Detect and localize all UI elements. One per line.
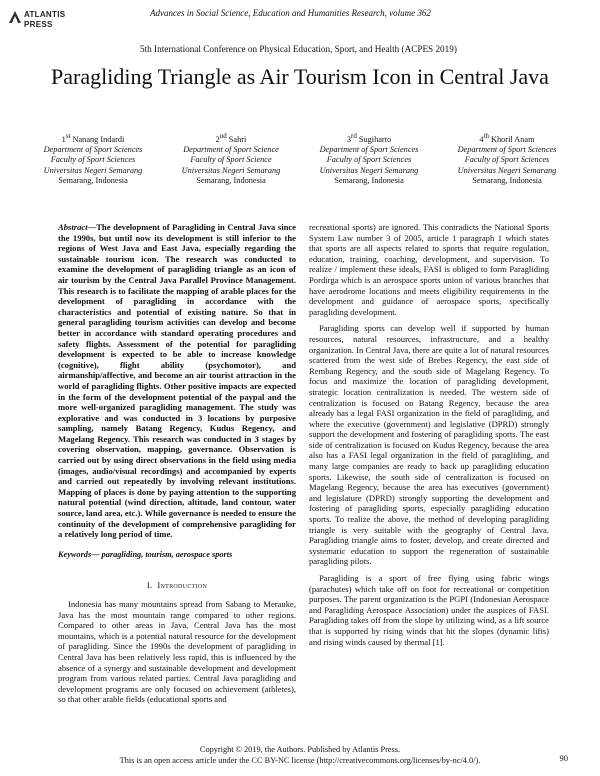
right-column bbox=[309, 222, 549, 653]
paragraph: Indonesia has many mountains spread from Sabang to Merauke, Java has the most mountain range compared to other regions. Compared to other areas in Java, Central Java has the most mountains, which is a potential natural resource for the development of paragliding. Since the 1990s the development of paragliding in Central Java has been relatively less rapid, this is influenced by the absence of a synergy and sustainable development and development program from various related parties. Central Java paragliding and development programs are only focused on achievement (athletes), so that other arable fields (educational sports and bbox=[58, 599, 296, 705]
paper-title: Paragliding Triangle as Air Tourism Icon in Central Java bbox=[51, 64, 549, 89]
paragraph: Paragliding is a sport of free flying using fabric wings (parachutes) which take off on foot for recreational or competition purposes. The parent organization is the PGPI (Indonesian Aerospace and Paragliding Aerospace Association) under the auspices of FASI. Paragliding takes off from the slope by utilizing wind, as a lift source that is supported by rising winds that hit the slopes (dynamic lifts) and rising winds caused by thermal [1]. bbox=[309, 573, 549, 647]
left-column bbox=[58, 222, 296, 711]
author-faculty: Faculty of Sport Sciences bbox=[50, 155, 136, 165]
series-header: Advances in Social Science, Education and Humanities Research, volume 362 bbox=[150, 8, 431, 18]
copyright-line: Copyright © 2019, the Authors. Published by Atlantis Press. bbox=[199, 745, 401, 754]
author-1 bbox=[28, 132, 158, 186]
author-department: Department of Sport Sciences bbox=[319, 145, 419, 155]
abstract-lead: Abstract bbox=[58, 222, 88, 232]
copyright-footer bbox=[20, 745, 580, 766]
author-city: Semarang, Indonesia bbox=[334, 175, 404, 185]
author-university: Universitas Negeri Semarang bbox=[181, 165, 281, 175]
author-university: Universitas Negeri Semarang bbox=[457, 165, 557, 175]
author-2 bbox=[166, 132, 296, 186]
abstract-text: —The development of Paragliding in Central Java since the 1990s, but until now its development is still inferior to the regions of West Java and East Java, especially regarding the sustainable tourism icon. The research was conducted to examine the development of paragliding triangle as an icon of air tourism by the Central Java Parallel Province Management. This research is to facilitate the mapping of arable places for the development of paragliding in accordance with the characteristics and potential of existing nature. So that in general paragliding tourism activities can develop and become better in accordance with standard operating procedures and safety flights. Assessment of the potential for paragliding development is expected to be able to increase knowledge (cognitive), flight ability (psychomotor), and airmanship/affective, and become an air tourist attraction in the world of paragliding flights. Other positive impacts are expected in the form of the development potential of the paypal and the more well-organized paragliding management. The study was explorative and was conducted in 3 locations by purposive sampling, namely Batang Regency, Kudus Regency, and Magelang Regency. This research was conducted in 3 stages by covering observation, mapping, governance. Observation is carried out by using direct observations in the field using media (images, audio/visual recordings) and accompanied by experts and carried out repeatedly by involving relevant institutions. Mapping of places is done by paying attention to the supporting natural potential (wind direction, altitude, land contour, water source, land area, etc.). While governance is needed to ensure the continuity of the development of comprehensive paragliding for a relatively long period of time. bbox=[58, 222, 296, 540]
paragraph-continued: recreational sports) are ignored. This contradicts the National Sports System Law number 3 of 2005, article 1 paragraph 1 which states that sports are all aspects related to sports that require regulation, education, training, coaching, development, and supervision. To realize / implement these ideals, FASI is obliged to form Paragliding Pordirga which is an aerospace sports union of various branches that have aerodrome locations and meets eligibility requirements in the development and guidance of aerospace sports, specifically paragliding development. bbox=[309, 222, 549, 317]
logo-text bbox=[24, 10, 65, 30]
section-heading-introduction bbox=[58, 580, 296, 591]
author-3 bbox=[304, 132, 434, 186]
author-faculty: Faculty of Sport Sciences bbox=[326, 155, 412, 165]
author-city: Semarang, Indonesia bbox=[58, 175, 128, 185]
author-block bbox=[28, 132, 572, 186]
author-department: Department of Sport Science bbox=[183, 145, 279, 155]
author-name: 3rd Sugiharto bbox=[346, 133, 392, 144]
section-title: Introduction bbox=[157, 580, 208, 591]
author-name: 2nd Sahri bbox=[215, 133, 247, 144]
author-university: Universitas Negeri Semarang bbox=[43, 165, 143, 175]
publisher-logo bbox=[8, 8, 68, 38]
author-university: Universitas Negeri Semarang bbox=[319, 165, 419, 175]
author-faculty: Faculty of Sport Sciences bbox=[464, 155, 550, 165]
author-faculty: Faculty of Sport Science bbox=[190, 155, 272, 165]
author-city: Semarang, Indonesia bbox=[196, 175, 266, 185]
abstract bbox=[58, 222, 296, 540]
atlantis-press-logo-icon bbox=[8, 10, 22, 24]
logo-line-1: ATLANTIS bbox=[24, 10, 66, 19]
author-name: 1st Nanang Indardi bbox=[61, 133, 125, 144]
author-4 bbox=[442, 132, 572, 186]
license-line: This is an open access article under the CC BY-NC license (http://creativecommons.org/licenses/by-nc/4.0/). bbox=[119, 755, 481, 765]
author-name: 4th Khoril Anam bbox=[479, 133, 535, 144]
conference-header: 5th International Conference on Physical Education, Sport, and Health (ACPES 2019) bbox=[140, 44, 457, 54]
logo-line-2: PRESS bbox=[24, 20, 53, 29]
author-department: Department of Sport Sciences bbox=[43, 145, 143, 155]
paragraph: Paragliding sports can develop well if supported by human resources, natural resources, infrastructure, and a healthy organization. In Central Java, there are quite a lot of natural resources scattered from the west side of Brebes Regency, the east side of Rembang Regency, and the south side of Magelang Regency. To focus and maximize the location of paragliding development, strategic location centralization is needed. The western side of centralization is focused on Batang Regency, because the area already has a legal FASI organization in the field of paragliding, and where the executive (government) and legislative (DPRD) strongly support the development and fostering of paragliding sports. The east side of centralization is focused on Kudus Regency, because the area also has a FASI legal organization in the field of paragliding, and many large companies are ready to back up paragliding education sports. Likewise, the south side of centralization is focused on Magelang Regency, because the area has executives (government) and legislature (DPRD) strongly supporting the development and fostering of paragliding sports, especially paragliding education sports. To realize the above, the method of developing paragliding triangle is very suitable with the geography of Central Java. Paragliding triangle aims to foster, develop, and create directed and systematic education to support the regeneration of sustainable paragliding pilots. bbox=[309, 323, 549, 567]
page-number: 90 bbox=[559, 753, 568, 763]
author-city: Semarang, Indonesia bbox=[472, 175, 542, 185]
section-number: I. bbox=[146, 580, 153, 591]
author-department: Department of Sport Sciences bbox=[457, 145, 557, 155]
keywords: Keywords— paragliding, tourism, aerospace sports bbox=[58, 549, 233, 559]
